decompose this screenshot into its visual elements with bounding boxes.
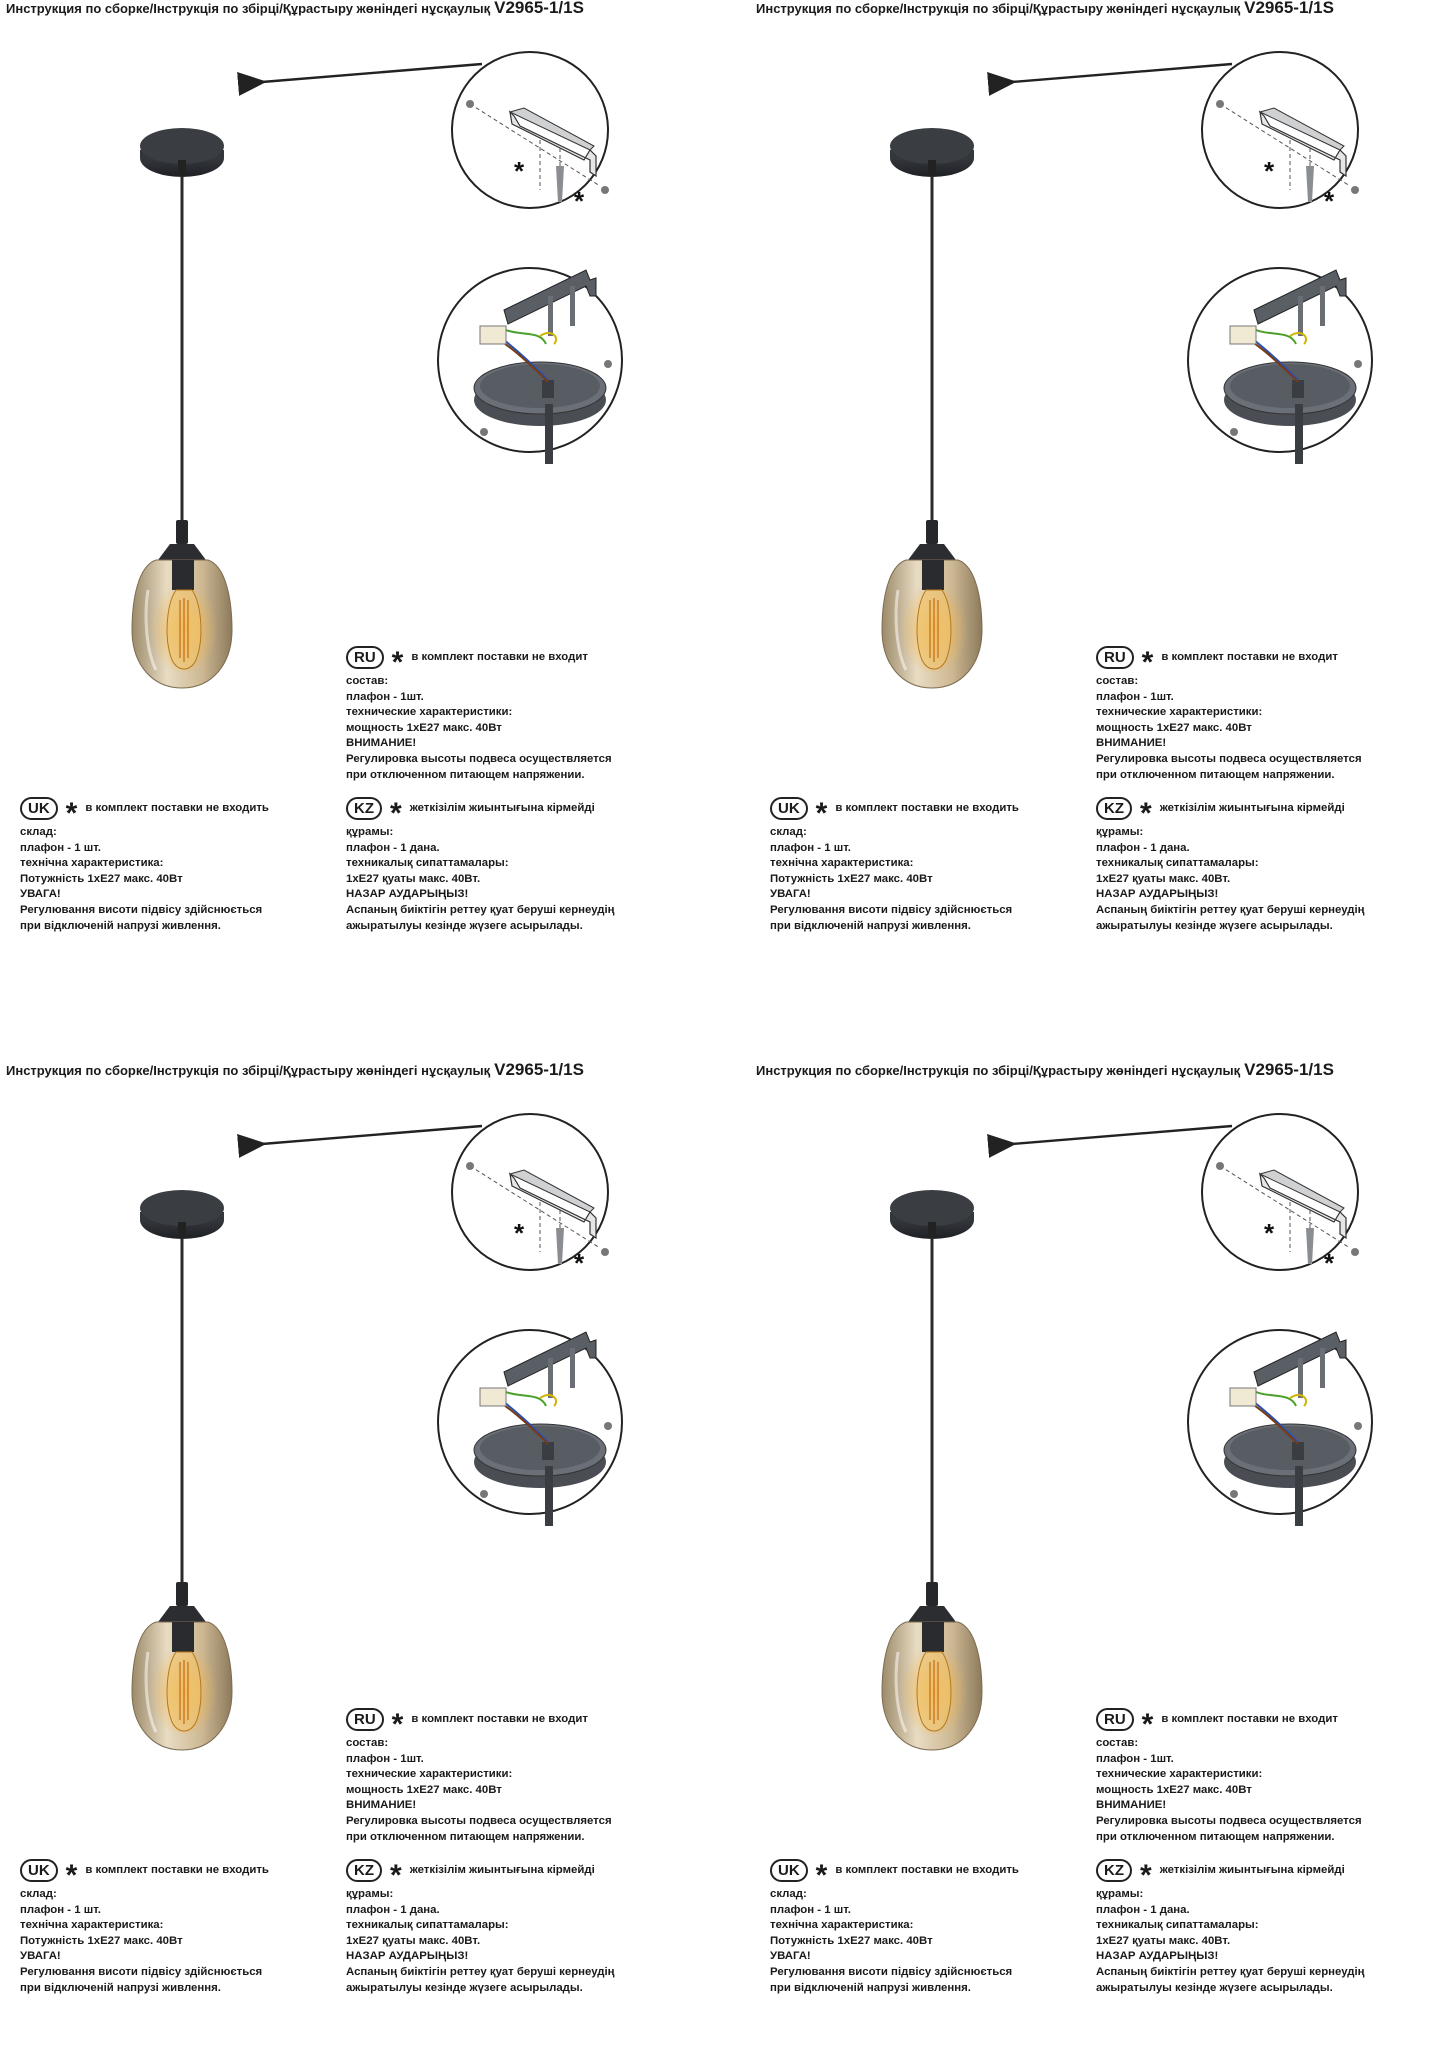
ru-line: мощность 1xE27 макс. 40Вт <box>346 721 502 734</box>
asterisk-icon: * <box>391 645 404 679</box>
uk-line: при відключеній напрузі живлення. <box>770 919 971 932</box>
kz-line: плафон - 1 дана. <box>1096 1903 1190 1916</box>
ru-note: в комплект поставки не входит <box>1161 650 1338 663</box>
uk-badge: UK <box>770 1859 808 1882</box>
uk-line: Регулювання висоти підвісу здійснюється <box>20 903 263 916</box>
svg-text:*: * <box>1324 1248 1335 1278</box>
pendant-lamp-illustration <box>882 1190 982 1750</box>
kz-line: НАЗАР АУДАРЫҢЫЗ! <box>1096 888 1219 901</box>
uk-line: УВАГА! <box>770 888 811 901</box>
uk-line: склад: <box>770 1888 807 1900</box>
kz-instructions <box>346 1859 615 1996</box>
uk-badge: UK <box>20 797 58 820</box>
kz-line: техникалық сипаттамалары: <box>346 857 509 870</box>
title-text: Инструкция по сборке/Інструкція по збірці/Құрастыру жөніндегі нұсқаулық <box>6 1063 491 1078</box>
kz-badge: KZ <box>346 797 382 820</box>
asterisk-icon: * <box>815 796 828 830</box>
uk-line: плафон - 1 шт. <box>20 841 101 854</box>
uk-line: Потужність 1хЕ27 макс. 40Вт <box>20 1934 183 1947</box>
ru-line: Регулировка высоты подвеса осуществляется <box>1096 752 1362 765</box>
uk-instructions <box>20 797 269 934</box>
ru-note: в комплект поставки не входит <box>411 1712 588 1725</box>
uk-line: Потужність 1хЕ27 макс. 40Вт <box>770 1934 933 1947</box>
ru-line: состав: <box>346 1737 389 1749</box>
uk-note: в комплект поставки не входить <box>85 801 269 814</box>
ru-line: ВНИМАНИЕ! <box>346 737 417 750</box>
model-number: V2965-1/1S <box>494 1060 584 1079</box>
ru-line: Регулировка высоты подвеса осуществляется <box>1096 1814 1362 1827</box>
ru-line: мощность 1xE27 макс. 40Вт <box>1096 1783 1252 1796</box>
asterisk-icon: * <box>1141 645 1154 679</box>
uk-line: технічна характеристика: <box>770 857 914 870</box>
kz-line: құрамы: <box>346 1888 394 1900</box>
uk-line: технічна характеристика: <box>770 1919 914 1932</box>
wiring-canopy-detail <box>438 1330 622 1526</box>
asterisk-icon: * <box>65 1858 78 1892</box>
ru-instructions <box>1096 1708 1362 1845</box>
uk-line: технічна характеристика: <box>20 1919 164 1932</box>
asterisk-icon: * <box>391 1707 404 1741</box>
kz-line: ажыратылуы кезінде жүзеге асырылады. <box>346 1981 583 1994</box>
kz-line: НАЗАР АУДАРЫҢЫЗ! <box>346 1950 469 1963</box>
uk-line: склад: <box>20 826 57 838</box>
mounting-bracket-detail <box>1202 1114 1359 1278</box>
instruction-panel <box>0 1062 716 2062</box>
ru-badge: RU <box>346 646 384 669</box>
asterisk-icon: * <box>390 1858 402 1892</box>
uk-line: УВАГА! <box>20 1950 61 1963</box>
uk-note: в комплект поставки не входить <box>835 801 1019 814</box>
uk-note: в комплект поставки не входить <box>835 1863 1019 1876</box>
kz-badge: KZ <box>1096 1859 1132 1882</box>
pointer-arrow-icon <box>1012 64 1232 82</box>
ru-badge: RU <box>1096 1708 1134 1731</box>
ru-instructions <box>346 646 612 783</box>
svg-text:*: * <box>514 156 525 186</box>
kz-line: НАЗАР АУДАРЫҢЫЗ! <box>1096 1950 1219 1963</box>
model-number: V2965-1/1S <box>1244 0 1334 17</box>
uk-note: в комплект поставки не входить <box>85 1863 269 1876</box>
pointer-arrow-icon <box>1012 1126 1232 1144</box>
kz-instructions <box>1096 1859 1365 1996</box>
asterisk-icon: * <box>390 796 402 830</box>
title-text: Инструкция по сборке/Інструкція по збірці/Құрастыру жөніндегі нұсқаулық <box>6 1 491 16</box>
uk-line: Регулювання висоти підвісу здійснюється <box>770 1965 1013 1978</box>
mounting-bracket-detail <box>1202 52 1359 216</box>
uk-instructions <box>770 1859 1019 1996</box>
ru-line: состав: <box>1096 1737 1139 1749</box>
svg-text:*: * <box>574 186 585 216</box>
uk-line: плафон - 1 шт. <box>770 1903 851 1916</box>
svg-text:*: * <box>1264 1218 1275 1248</box>
svg-text:*: * <box>1264 156 1275 186</box>
uk-line: плафон - 1 шт. <box>770 841 851 854</box>
ru-line: плафон - 1шт. <box>1096 690 1174 703</box>
ru-line: плафон - 1шт. <box>1096 1752 1174 1765</box>
kz-note: жеткізілім жиынтығына кірмейді <box>1159 801 1345 814</box>
uk-badge: UK <box>770 797 808 820</box>
kz-line: құрамы: <box>1096 1888 1144 1900</box>
wiring-canopy-detail <box>1188 1330 1372 1526</box>
kz-instructions <box>346 797 615 934</box>
pendant-lamp-illustration <box>132 1190 232 1750</box>
title-text: Инструкция по сборке/Інструкція по збірці/Құрастыру жөніндегі нұсқаулық <box>756 1 1241 16</box>
ru-line: мощность 1xE27 макс. 40Вт <box>1096 721 1252 734</box>
ru-line: при отключенном питающем напряжении. <box>346 768 585 781</box>
pendant-lamp-illustration <box>132 128 232 688</box>
instruction-panel <box>0 0 716 1000</box>
uk-badge: UK <box>20 1859 58 1882</box>
pointer-arrow-icon <box>262 64 482 82</box>
kz-line: плафон - 1 дана. <box>1096 841 1190 854</box>
uk-line: склад: <box>20 1888 57 1900</box>
kz-line: техникалық сипаттамалары: <box>1096 1919 1259 1932</box>
kz-badge: KZ <box>346 1859 382 1882</box>
kz-line: ажыратылуы кезінде жүзеге асырылады. <box>346 919 583 932</box>
mounting-bracket-detail <box>452 1114 609 1278</box>
kz-line: техникалық сипаттамалары: <box>346 1919 509 1932</box>
uk-line: Потужність 1хЕ27 макс. 40Вт <box>20 872 183 885</box>
kz-badge: KZ <box>1096 797 1132 820</box>
svg-text:*: * <box>514 1218 525 1248</box>
model-number: V2965-1/1S <box>1244 1060 1334 1079</box>
kz-line: Аспаның биіктігін реттеу қуат беруші кернеудің <box>346 1965 615 1978</box>
ru-line: плафон - 1шт. <box>346 1752 424 1765</box>
kz-line: ажыратылуы кезінде жүзеге асырылады. <box>1096 1981 1333 1994</box>
pointer-arrow-icon <box>262 1126 482 1144</box>
kz-line: плафон - 1 дана. <box>346 1903 440 1916</box>
ru-instructions <box>1096 646 1362 783</box>
kz-line: Аспаның биіктігін реттеу қуат беруші кернеудің <box>1096 903 1365 916</box>
ru-line: при отключенном питающем напряжении. <box>346 1830 585 1843</box>
kz-line: Аспаның биіктігін реттеу қуат беруші кернеудің <box>1096 1965 1365 1978</box>
kz-line: Аспаның биіктігін реттеу қуат беруші кернеудің <box>346 903 615 916</box>
ru-note: в комплект поставки не входит <box>1161 1712 1338 1725</box>
ru-line: технические характеристики: <box>1096 1768 1263 1781</box>
mounting-bracket-detail <box>452 52 609 216</box>
uk-line: Потужність 1хЕ27 макс. 40Вт <box>770 872 933 885</box>
ru-line: ВНИМАНИЕ! <box>346 1799 417 1812</box>
uk-line: при відключеній напрузі живлення. <box>20 1981 221 1994</box>
asterisk-icon: * <box>1140 1858 1152 1892</box>
pendant-lamp-illustration <box>882 128 982 688</box>
ru-line: Регулировка высоты подвеса осуществляется <box>346 752 612 765</box>
kz-line: құрамы: <box>1096 826 1144 838</box>
ru-line: технические характеристики: <box>1096 706 1263 719</box>
ru-instructions <box>346 1708 612 1845</box>
kz-note: жеткізілім жиынтығына кірмейді <box>1159 1863 1345 1876</box>
wiring-canopy-detail <box>1188 268 1372 464</box>
asterisk-icon: * <box>815 1858 828 1892</box>
asterisk-icon: * <box>1141 1707 1154 1741</box>
kz-note: жеткізілім жиынтығына кірмейді <box>409 1863 595 1876</box>
uk-instructions <box>20 1859 269 1996</box>
uk-line: УВАГА! <box>770 1950 811 1963</box>
kz-line: құрамы: <box>346 826 394 838</box>
asterisk-icon: * <box>65 796 78 830</box>
uk-line: Регулювання висоти підвісу здійснюється <box>20 1965 263 1978</box>
kz-line: техникалық сипаттамалары: <box>1096 857 1259 870</box>
model-number: V2965-1/1S <box>494 0 584 17</box>
instruction-panel <box>750 0 1433 1000</box>
ru-line: мощность 1xE27 макс. 40Вт <box>346 1783 502 1796</box>
kz-line: 1хЕ27 қуаты макс. 40Вт. <box>346 1934 481 1947</box>
uk-line: при відключеній напрузі живлення. <box>770 1981 971 1994</box>
ru-line: Регулировка высоты подвеса осуществляется <box>346 1814 612 1827</box>
kz-line: ажыратылуы кезінде жүзеге асырылады. <box>1096 919 1333 932</box>
uk-line: УВАГА! <box>20 888 61 901</box>
ru-badge: RU <box>346 1708 384 1731</box>
ru-line: ВНИМАНИЕ! <box>1096 737 1167 750</box>
kz-line: НАЗАР АУДАРЫҢЫЗ! <box>346 888 469 901</box>
ru-line: при отключенном питающем напряжении. <box>1096 1830 1335 1843</box>
ru-line: ВНИМАНИЕ! <box>1096 1799 1167 1812</box>
uk-line: при відключеній напрузі живлення. <box>20 919 221 932</box>
kz-line: 1хЕ27 қуаты макс. 40Вт. <box>346 872 481 885</box>
title-text: Инструкция по сборке/Інструкція по збірці/Құрастыру жөніндегі нұсқаулық <box>756 1063 1241 1078</box>
kz-line: 1хЕ27 қуаты макс. 40Вт. <box>1096 872 1231 885</box>
ru-line: при отключенном питающем напряжении. <box>1096 768 1335 781</box>
ru-line: состав: <box>1096 675 1139 687</box>
kz-line: плафон - 1 дана. <box>346 841 440 854</box>
kz-note: жеткізілім жиынтығына кірмейді <box>409 801 595 814</box>
asterisk-icon: * <box>1140 796 1152 830</box>
ru-note: в комплект поставки не входит <box>411 650 588 663</box>
svg-text:*: * <box>1324 186 1335 216</box>
svg-text:*: * <box>574 1248 585 1278</box>
instruction-panel <box>750 1062 1433 2062</box>
uk-line: склад: <box>770 826 807 838</box>
uk-instructions <box>770 797 1019 934</box>
uk-line: технічна характеристика: <box>20 857 164 870</box>
kz-instructions <box>1096 797 1365 934</box>
ru-line: состав: <box>346 675 389 687</box>
wiring-canopy-detail <box>438 268 622 464</box>
uk-line: плафон - 1 шт. <box>20 1903 101 1916</box>
ru-line: технические характеристики: <box>346 1768 513 1781</box>
kz-line: 1хЕ27 қуаты макс. 40Вт. <box>1096 1934 1231 1947</box>
uk-line: Регулювання висоти підвісу здійснюється <box>770 903 1013 916</box>
ru-line: плафон - 1шт. <box>346 690 424 703</box>
ru-badge: RU <box>1096 646 1134 669</box>
ru-line: технические характеристики: <box>346 706 513 719</box>
